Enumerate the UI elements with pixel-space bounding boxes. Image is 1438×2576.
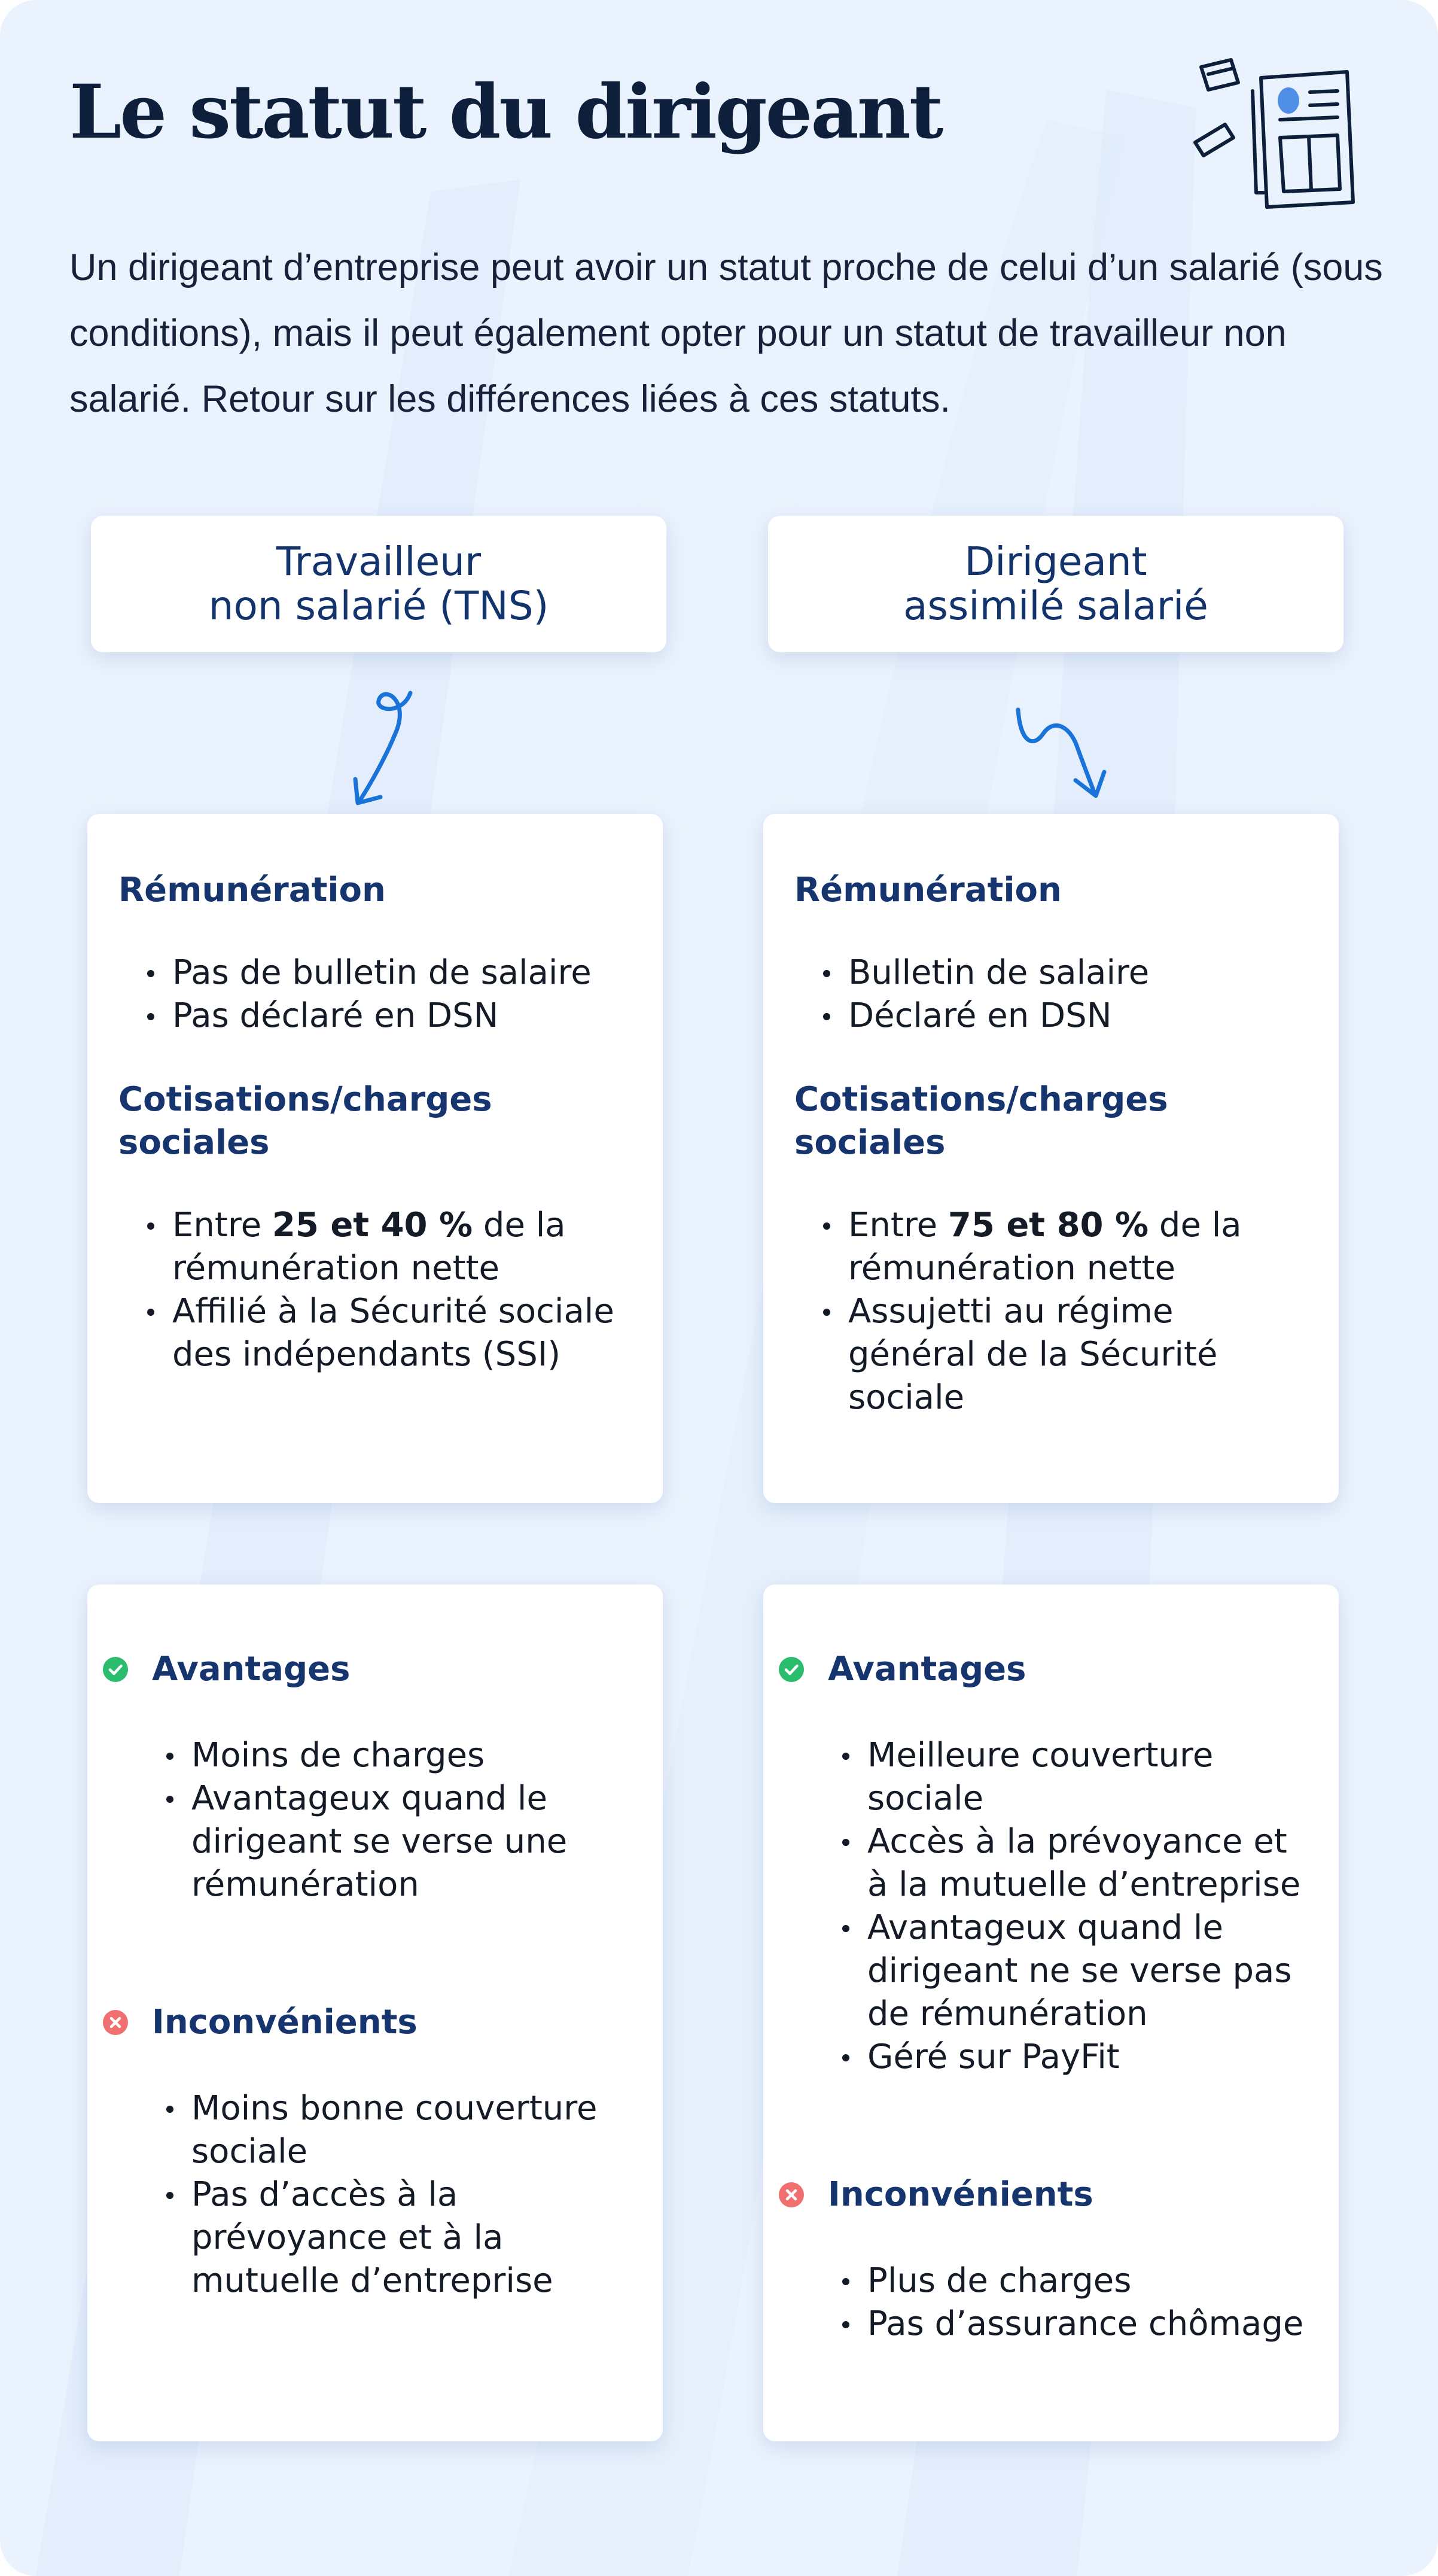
list-item: Bulletin de salaire xyxy=(794,951,1308,994)
list-item: Déclaré en DSN xyxy=(794,994,1308,1038)
avantages-list xyxy=(103,1734,632,1906)
inconvenients-list xyxy=(779,2259,1308,2346)
intro-text: Un dirigeant d’entreprise peut avoir un statut proche de celui d’un salarié (sous conditions), mais il peut également opter pour un statut de travailleur non salarié. Retour sur les différences liées à ces statuts. xyxy=(69,247,1383,420)
list-item: Avantageux quand le dirigeant ne se verse pas de rémunération xyxy=(814,1906,1308,2036)
remuneration-list xyxy=(118,951,632,1038)
list-item: Moins de charges xyxy=(138,1734,632,1777)
remuneration-list xyxy=(794,951,1308,1038)
disadvantages-heading xyxy=(779,2173,1308,2216)
section-title-cotisations: Cotisations/charges sociales xyxy=(794,1080,1168,1162)
check-circle-icon xyxy=(103,1657,128,1682)
list-item: Entre 75 et 80 % de la rémunération nette xyxy=(794,1204,1308,1290)
list-item: Affilié à la Sécurité sociale des indépendants (SSI) xyxy=(118,1290,632,1376)
status-label: Dirigeant assimilé salarié xyxy=(903,539,1208,629)
section-title-avantages: Avantages xyxy=(152,1650,351,1689)
list-item: Moins bonne couverture sociale xyxy=(138,2087,632,2173)
document-icon xyxy=(1190,54,1370,215)
list-item: Pas d’accès à la prévoyance et à la mutuelle d’entreprise xyxy=(138,2173,632,2303)
disadvantages-heading xyxy=(103,2001,632,2044)
status-card-assimile-salarie xyxy=(768,516,1343,652)
section-title-remuneration: Rémunération xyxy=(118,871,386,910)
page-title: Le statut du dirigeant xyxy=(69,69,942,156)
pros-cons-card-tns xyxy=(87,1584,663,2441)
curved-arrow-icon xyxy=(335,682,431,814)
advantages-heading xyxy=(103,1648,632,1691)
info-card-tns xyxy=(87,814,663,1503)
x-circle-icon xyxy=(779,2182,804,2207)
status-label: Travailleur non salarié (TNS) xyxy=(208,539,549,629)
status-card-tns xyxy=(91,516,666,652)
curved-arrow-icon xyxy=(1011,700,1113,808)
advantages-heading xyxy=(779,1648,1308,1691)
list-item: Plus de charges xyxy=(814,2259,1308,2303)
list-item: Pas déclaré en DSN xyxy=(118,994,632,1038)
section-title-inconvenients: Inconvénients xyxy=(152,2003,418,2042)
section-title-remuneration: Rémunération xyxy=(794,871,1062,910)
list-item: Pas de bulletin de salaire xyxy=(118,951,632,994)
avantages-list xyxy=(779,1734,1308,2079)
section-title-inconvenients: Inconvénients xyxy=(828,2175,1093,2214)
check-circle-icon xyxy=(779,1657,804,1682)
cotisations-list xyxy=(794,1204,1308,1419)
list-item: Entre 25 et 40 % de la rémunération nette xyxy=(118,1204,632,1290)
list-item: Accès à la prévoyance et à la mutuelle d’entreprise xyxy=(814,1820,1308,1906)
list-item: Avantageux quand le dirigeant se verse une rémunération xyxy=(138,1777,632,1906)
list-item: Assujetti au régime général de la Sécurité sociale xyxy=(794,1290,1308,1419)
cotisations-list xyxy=(118,1204,632,1376)
list-item: Meilleure couverture sociale xyxy=(814,1734,1308,1820)
list-item: Géré sur PayFit xyxy=(814,2036,1308,2079)
list-item: Pas d’assurance chômage xyxy=(814,2303,1308,2346)
inconvenients-list xyxy=(103,2087,632,2303)
x-circle-icon xyxy=(103,2010,128,2035)
info-card-assimile-salarie xyxy=(763,814,1339,1503)
section-title-avantages: Avantages xyxy=(828,1650,1026,1689)
pros-cons-card-assimile-salarie xyxy=(763,1584,1339,2441)
section-title-cotisations: Cotisations/charges sociales xyxy=(118,1080,492,1162)
